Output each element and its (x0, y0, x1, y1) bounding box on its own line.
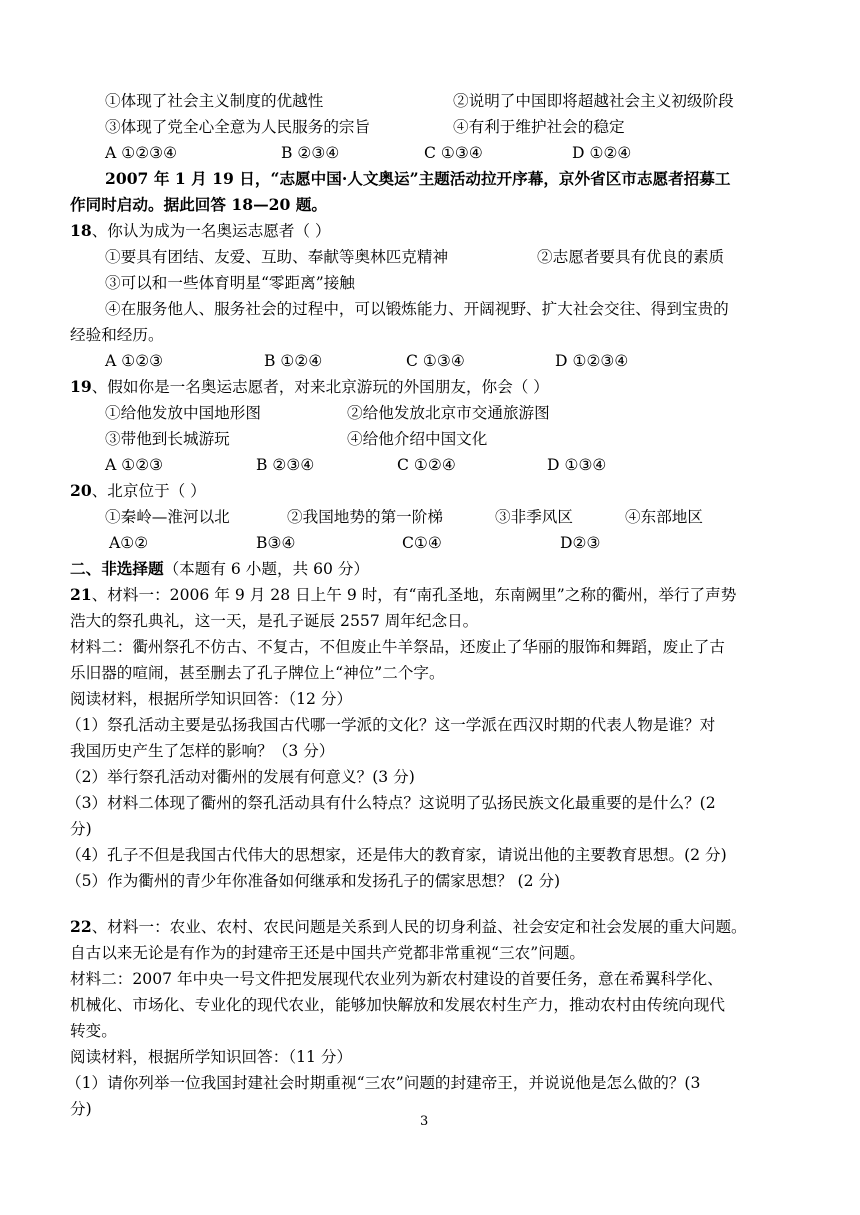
question-text: 、材料一：2006 年 9 月 28 日上午 9 时，有“南孔圣地，东南阙里”之称的衢州，举行了声势 (91, 586, 737, 604)
question-number: 20 (70, 481, 92, 500)
option-2: ②志愿者要具有优良的素质 (537, 248, 725, 266)
question-20 (70, 478, 206, 504)
question-19 (70, 374, 549, 400)
sub-question-1-cont: 我国历史产生了怎样的影响？（3 分） (70, 742, 335, 760)
choice-a: A①② (109, 534, 149, 552)
question-number: 22 (70, 917, 92, 936)
sub-question-3-cont: 分) (70, 820, 92, 838)
option-2: ②给他发放北京市交通旅游图 (347, 404, 550, 422)
question-text: 、材料一：农业、农村、农民问题是关系到人民的切身利益、社会安定和社会发展的重大问题。 (91, 918, 747, 936)
option-4: ④东部地区 (625, 508, 703, 526)
sub-question-5: （5）作为衢州的青少年你准备如何继承和发扬孔子的儒家思想？ (2 分) (66, 872, 561, 890)
choice-c: C ①②④ (397, 456, 456, 474)
choice-d: D②③ (560, 534, 601, 552)
choice-d: D ①②④ (572, 144, 632, 162)
option-4-cont: 经验和经历。 (70, 326, 164, 344)
page-number: 3 (420, 1114, 429, 1129)
text-line: 自古以来无论是有作为的封建帝王还是中国共产党都非常重视“三农”问题。 (70, 944, 585, 962)
text-line: 转变。 (70, 1022, 117, 1040)
question-18 (70, 218, 331, 244)
choice-b: B③④ (256, 534, 296, 552)
option-3: ③可以和一些体育明星“零距离”接触 (105, 274, 355, 292)
sub-question-1: （1）祭孔活动主要是弘扬我国古代哪一学派的文化？这一学派在西汉时期的代表人物是谁？对 (66, 716, 716, 734)
option-2: ②我国地势的第一阶梯 (287, 508, 443, 526)
option-1: ①给他发放中国地形图 (105, 404, 261, 422)
choice-d: D ①③④ (547, 456, 607, 474)
sub-question-4: （4）孔子不但是我国古代伟大的思想家，还是伟大的教育家，请说出他的主要教育思想。(2 分) (66, 846, 727, 864)
option-4: ④在服务他人、服务社会的过程中，可以锻炼能力、开阔视野、扩大社会交往、得到宝贵的 (105, 300, 729, 318)
intro-paragraph-cont: 作同时启动。据此回答 18—20 题。 (70, 195, 327, 214)
question-text: 、你认为成为一名奥运志愿者（ ） (91, 222, 331, 240)
option-1: ①秦岭—淮河以北 (105, 508, 230, 526)
sub-question-1: （1）请你列举一位我国封建社会时期重视“三农”问题的封建帝王，并说说他是怎么做的？(3 (66, 1074, 701, 1092)
choice-b: B ②③④ (281, 144, 340, 162)
question-text: 、假如你是一名奥运志愿者，对来北京游玩的外国朋友，你会（ ） (91, 378, 549, 396)
choice-b: B ①②④ (264, 352, 323, 370)
choice-b: B ②③④ (256, 456, 315, 474)
text-line: 材料二：2007 年中央一号文件把发展现代农业列为新农村建设的首要任务，意在希翼科学化、 (70, 970, 723, 988)
text-line: 阅读材料，根据所学知识回答：（12 分） (70, 690, 353, 708)
section-title: 二、非选择题 (70, 559, 164, 578)
question-number: 21 (70, 585, 92, 604)
sub-question-3: （3）材料二体现了衢州的祭孔活动具有什么特点？这说明了弘扬民族文化最重要的是什么？(2 (66, 794, 716, 812)
text-line: 机械化、市场化、专业化的现代农业，能够加快解放和发展农村生产力，推动农村由传统向现代 (70, 996, 725, 1014)
text-line: 浩大的祭孔典礼，这一天，是孔子诞辰 2557 周年纪念日。 (70, 612, 479, 630)
choice-a: A ①②③ (105, 456, 164, 474)
section-note: （本题有 6 小题，共 60 分） (163, 560, 370, 578)
text-line: 材料二：衢州祭孔不仿古、不复古，不但废止牛羊祭品，还废止了华丽的服饰和舞蹈，废止了古 (70, 638, 725, 656)
option-3: ③非季风区 (495, 508, 573, 526)
option-1: ①要具有团结、友爱、互助、奉献等奥林匹克精神 (105, 248, 449, 266)
text-line: 阅读材料，根据所学知识回答：（11 分） (70, 1048, 353, 1066)
option-4: ④有利于维护社会的稳定 (453, 118, 625, 136)
text-line: 乐旧器的喧闹，甚至删去了孔子牌位上“神位”二个字。 (70, 664, 445, 682)
option-2: ②说明了中国即将超越社会主义初级阶段 (453, 92, 734, 110)
choice-a: A ①②③ (105, 352, 164, 370)
choice-a: A ①②③④ (105, 144, 178, 162)
sub-question-1-cont: 分) (70, 1100, 92, 1118)
question-number: 19 (70, 377, 92, 396)
sub-question-2: （2）举行祭孔活动对衢州的发展有何意义？(3 分) (66, 768, 415, 786)
option-line (105, 88, 323, 114)
choice-c: C ①③④ (424, 144, 483, 162)
option-3: ③体现了党全心全意为人民服务的宗旨 (105, 118, 371, 136)
question-21 (70, 582, 736, 608)
option-4: ④给他介绍中国文化 (347, 430, 488, 448)
section-heading (70, 556, 369, 582)
choice-c: C①④ (402, 534, 442, 552)
question-22 (70, 914, 747, 940)
choice-c: C ①③④ (406, 352, 465, 370)
option-3: ③带他到长城游玩 (105, 430, 230, 448)
intro-paragraph: 2007 年 1 月 19 日，“志愿中国·人文奥运”主题活动拉开序幕，京外省区市志愿者招募工 (105, 169, 731, 188)
choice-d: D ①②③④ (555, 352, 629, 370)
option-1: ①体现了社会主义制度的优越性 (105, 92, 324, 110)
question-text: 、北京位于（ ） (91, 482, 206, 500)
question-number: 18 (70, 221, 92, 240)
